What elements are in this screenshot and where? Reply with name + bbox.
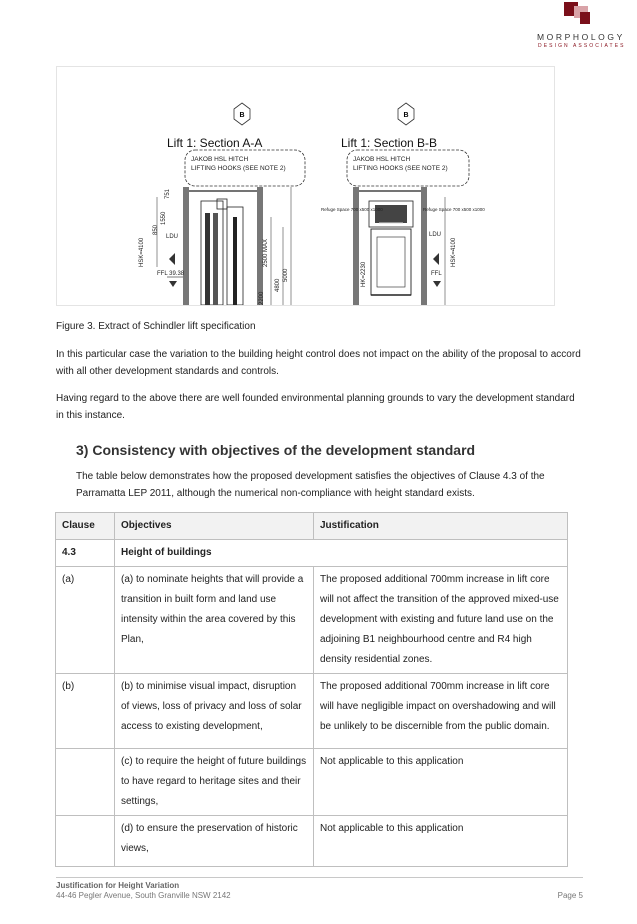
right-ldu-label: LDU — [429, 232, 442, 238]
row-objective: (c) to require the height of future buildings to have regard to heritage sites and their settings, — [115, 749, 314, 816]
left-callout-line1: JAKOB HSL HITCH — [191, 156, 249, 163]
left-4800-label: 4800 — [275, 278, 281, 292]
logo-name: MORPHOLOGY — [537, 32, 625, 42]
row-clause: (a) — [56, 567, 115, 674]
figure-caption: Figure 3. Extract of Schindler lift specification — [56, 321, 256, 332]
section-marker-right — [398, 103, 414, 125]
right-callout-line2: LIFTING HOOKS (SEE NOTE 2) — [353, 165, 448, 172]
lift-section-figure — [56, 66, 555, 306]
footer-title: Justification for Height Variation — [56, 881, 180, 890]
objectives-table — [55, 512, 568, 867]
section-heading: 3) Consistency with objectives of the development standard — [76, 442, 476, 458]
paragraph-variation: In this particular case the variation to the building height control does not impact on the ability of the proposal to accord with all other development standards and controls. — [56, 349, 581, 377]
lift-section-drawing — [57, 67, 554, 305]
table-group-row — [56, 540, 568, 567]
left-2200-label: 2200 — [259, 291, 265, 305]
paragraph-grounds: Having regard to the above there are well founded environmental planning grounds to vary the development standard in this instance. — [56, 393, 575, 421]
right-ffl-label: FFL — [431, 271, 442, 277]
footer-address: 44-46 Pegler Avenue, South Granville NSW 2142 — [56, 891, 231, 900]
logo-mark-icon — [562, 0, 594, 26]
left-ffl-label: FFL 39.38 — [157, 271, 185, 277]
row-objective: (b) to minimise visual impact, disruption of views, loss of privacy and loss of solar access to existing development, — [115, 674, 314, 749]
left-lift-shaft — [157, 187, 291, 305]
section-marker-left — [234, 103, 250, 125]
header-justification: Justification — [314, 513, 568, 540]
page-number: Page 5 — [557, 891, 583, 900]
left-850-label: 850 — [153, 224, 159, 235]
group-clause: 4.3 — [56, 540, 115, 567]
table-row — [56, 674, 568, 749]
section-intro: The table below demonstrates how the proposed development satisfies the objectives of Clause 4.3 of the Parramatta LEP 2011, although the numerical non-compliance with height standard exists. — [76, 471, 545, 499]
row-clause: (b) — [56, 674, 115, 749]
left-section-title: Lift 1: Section A-A — [167, 136, 263, 150]
row-clause — [56, 749, 115, 816]
right-refuge-left-label: Refuge Space 700 x500 x1000 — [321, 207, 383, 212]
left-hsk-label: HSK=4100 — [139, 237, 145, 267]
row-clause — [56, 816, 115, 867]
row-objective: (d) to ensure the preservation of historic views, — [115, 816, 314, 867]
footer-divider — [56, 877, 583, 878]
right-refuge-right-label: Refuge Space 700 x500 x1000 — [423, 207, 485, 212]
right-callout-line1: JAKOB HSL HITCH — [353, 156, 411, 163]
header-clause: Clause — [56, 513, 115, 540]
table-row — [56, 567, 568, 674]
logo-subtitle: DESIGN ASSOCIATES — [538, 43, 626, 49]
row-justification: Not applicable to this application — [314, 749, 568, 816]
header-objectives: Objectives — [115, 513, 314, 540]
left-ldu-label: LDU — [166, 234, 179, 240]
left-callout-line2: LIFTING HOOKS (SEE NOTE 2) — [191, 165, 286, 172]
left-1550-label: 1550 — [161, 211, 167, 225]
left-751-label: 751 — [165, 188, 171, 199]
group-title: Height of buildings — [115, 540, 568, 567]
right-hsk-label: HSK=4100 — [451, 237, 457, 267]
row-justification: The proposed additional 700mm increase in lift core will not affect the transition of the approved mixed-use development with existing and future land use on the adjoining B1 neighbourhood centre and R4 high density residential zones. — [314, 567, 568, 674]
right-hk-label: HK=2230 — [361, 261, 367, 287]
table-row — [56, 749, 568, 816]
table-row — [56, 816, 568, 867]
company-logo — [530, 0, 630, 60]
table-header-row — [56, 513, 568, 540]
left-5000-label: 5000 — [283, 268, 289, 282]
row-objective: (a) to nominate heights that will provide a transition in built form and land use intensity within the area covered by this Plan, — [115, 567, 314, 674]
row-justification: Not applicable to this application — [314, 816, 568, 867]
marker-left-label: B — [239, 112, 245, 119]
marker-right-label: B — [403, 112, 409, 119]
right-section-title: Lift 1: Section B-B — [341, 136, 438, 150]
row-justification: The proposed additional 700mm increase in lift core will have negligible impact on overshadowing and will be unlikely to be discernible from the public domain. — [314, 674, 568, 749]
left-max-label: 2500 MAX — [263, 238, 269, 267]
